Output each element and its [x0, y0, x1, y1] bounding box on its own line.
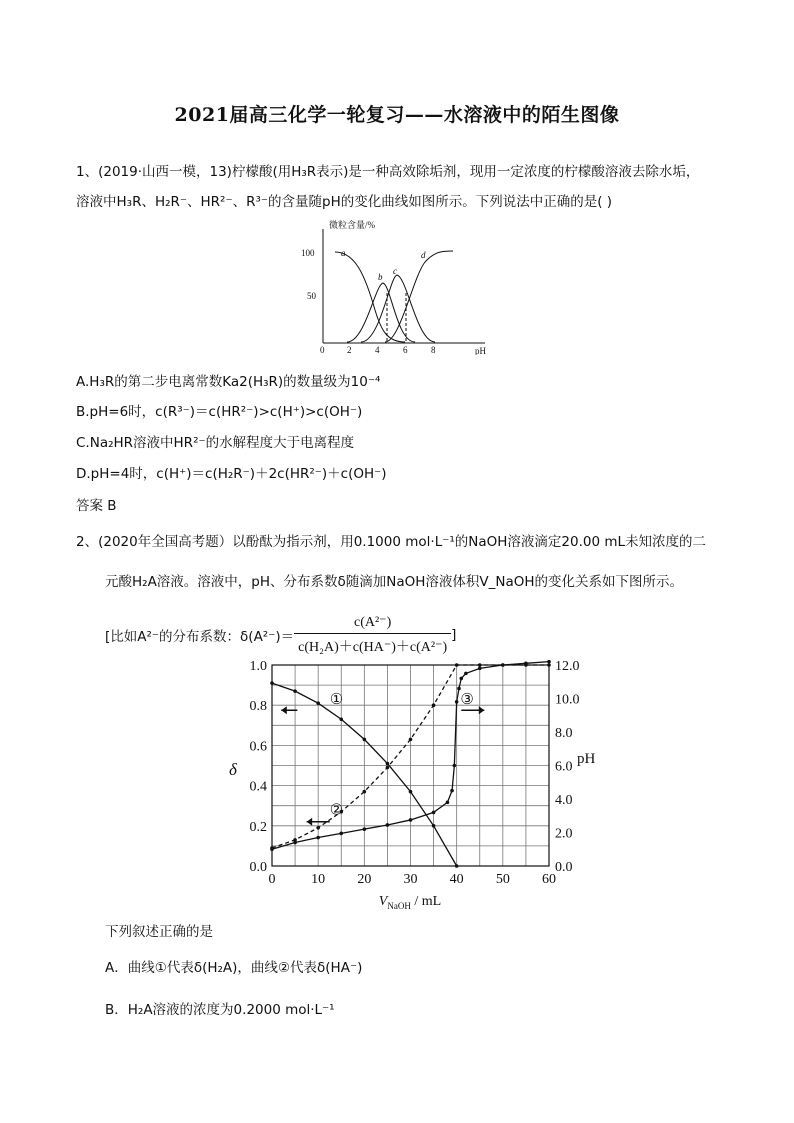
q2-formula-fraction — [294, 614, 451, 656]
annotation-1: ① — [329, 692, 344, 709]
q1-figure — [295, 215, 495, 355]
q1-ytick-100: 100 — [301, 248, 315, 258]
data-point — [501, 663, 505, 667]
data-point — [339, 717, 343, 721]
q1-curve-b — [347, 283, 415, 342]
data-point — [386, 823, 390, 827]
q1-answer: 答案 B — [76, 498, 117, 514]
data-point — [363, 827, 367, 831]
x-axis-label: $V_{NaOH}$ / mL — [378, 894, 442, 911]
data-point — [457, 687, 461, 691]
q1-option-d: D.pH=4时，c(H⁺)＝c(H₂R⁻)＋2c(HR²⁻)＋c(OH⁻) — [76, 466, 387, 482]
q1-curve-d — [385, 251, 453, 342]
q1-option-c: C.Na₂HR溶液中HR²⁻的水解程度大于电离程度 — [76, 435, 355, 451]
arrow-2-head — [307, 818, 313, 826]
q2-formula — [105, 614, 456, 656]
q1-stem-line2: 溶液中H₃R、H₂R⁻、HR²⁻、R³⁻的含量随pH的变化曲线如图所示。下列说法中正确的是( ) — [76, 194, 613, 210]
q1-curve-label-a: a — [341, 248, 346, 258]
data-point — [478, 667, 482, 671]
y-left-tick-label: 1.0 — [249, 659, 267, 674]
data-point — [386, 766, 390, 770]
y-left-tick-label: 0.8 — [249, 699, 267, 715]
x-tick-label: 0 — [268, 872, 276, 887]
q1-stem-line1: 1、(2019·山西一模，13)柠檬酸(用H₃R表示)是一种高效除垢剂，现用一定浓度的柠檬酸溶液去除水垢， — [76, 164, 700, 180]
x-tick-label: 30 — [403, 872, 418, 887]
q1-xlabel: pH — [475, 346, 486, 355]
y-right-tick-label: 0.0 — [555, 860, 573, 875]
q2-option-b: B．H₂A溶液的浓度为0.2000 mol·L⁻¹ — [105, 1002, 335, 1018]
q1-ylabel: 微粒含量/% — [329, 220, 375, 230]
data-point — [478, 663, 482, 667]
x-tick-label: 10 — [311, 872, 326, 887]
data-point — [432, 824, 436, 828]
data-point — [316, 826, 320, 830]
data-point — [464, 672, 468, 676]
q1-xtick-2: 2 — [347, 345, 352, 355]
data-point — [459, 677, 463, 681]
data-point — [409, 790, 413, 794]
data-point — [293, 841, 297, 845]
data-point — [455, 663, 459, 667]
x-tick-label: 60 — [542, 872, 556, 887]
q1-curve-label-c: c — [393, 266, 397, 276]
page-title: 2021届高三化学一轮复习——水溶液中的陌生图像 — [174, 104, 620, 126]
y-right-tick-label: 4.0 — [555, 793, 573, 808]
y-right-tick-label: 12.0 — [555, 659, 580, 674]
data-point — [270, 847, 274, 851]
x-tick-label: 40 — [449, 872, 464, 887]
q2-formula-prefix: [比如A²⁻的分布系数：δ(A²⁻)＝ — [105, 629, 295, 645]
q1-xtick-6: 6 — [403, 345, 408, 355]
annotation-2: ② — [329, 802, 344, 819]
data-point — [386, 762, 390, 766]
data-point — [446, 801, 450, 805]
q1-curve-label-d: d — [421, 250, 426, 260]
y-right-tick-label: 6.0 — [555, 759, 573, 775]
data-point — [453, 764, 457, 768]
y-right-axis-label: pH — [577, 751, 596, 767]
data-point — [524, 662, 528, 666]
arrow-1-head — [281, 706, 287, 714]
annotation-3: ③ — [460, 692, 474, 709]
data-point — [316, 836, 320, 840]
data-point — [409, 818, 413, 822]
y-left-tick-label: 0.2 — [249, 819, 267, 835]
data-point — [363, 738, 367, 742]
data-point — [409, 738, 413, 742]
q1-curve-label-b: b — [378, 272, 383, 282]
y-left-axis-label: δ — [229, 760, 237, 779]
data-point — [547, 663, 551, 667]
q2-stem-line2: 元酸H₂A溶液。溶液中，pH、分布系数δ随滴加NaOH溶液体积V_NaOH的变化关系如下图所示。 — [105, 574, 684, 590]
q2-option-intro: 下列叙述正确的是 — [105, 924, 213, 940]
y-right-tick-label: 8.0 — [555, 726, 573, 741]
y-left-tick-label: 0.4 — [249, 779, 267, 795]
data-point — [363, 790, 367, 794]
data-point — [450, 789, 454, 793]
y-right-tick-label: 2.0 — [555, 826, 573, 842]
q1-option-a: A.H₃R的第二步电离常数Ka2(H₃R)的数量级为10⁻⁴ — [76, 374, 381, 390]
q2-formula-numerator: c(A²⁻) — [354, 615, 392, 630]
data-point — [293, 689, 297, 693]
q1-xtick-0: 0 — [320, 345, 325, 355]
q1-option-b: B.pH=6时，c(R³⁻)＝c(HR²⁻)>c(H⁺)>c(OH⁻) — [76, 404, 363, 420]
arrow-3-head — [479, 706, 485, 714]
data-point — [270, 681, 274, 685]
q2-option-a: A．曲线①代表δ(H₂A)，曲线②代表δ(HA⁻) — [105, 960, 363, 976]
q2-formula-suffix: ] — [451, 627, 457, 643]
data-point — [547, 660, 551, 664]
data-point — [455, 700, 459, 704]
data-point — [432, 811, 436, 815]
y-left-tick-label: 0.6 — [249, 739, 267, 755]
q1-ytick-50: 50 — [307, 291, 316, 301]
q1-curve-c — [361, 275, 435, 342]
y-right-tick-label: 10.0 — [555, 692, 580, 708]
data-point — [339, 832, 343, 836]
q1-xtick-4: 4 — [375, 345, 380, 355]
y-left-tick-label: 0.0 — [249, 860, 267, 875]
data-point — [316, 701, 320, 705]
q2-formula-denominator: c(H₂A)＋c(HA⁻)＋c(A²⁻) — [294, 633, 451, 656]
data-point — [455, 864, 459, 868]
q1-xtick-8: 8 — [431, 345, 436, 355]
data-point — [432, 703, 436, 707]
x-tick-label: 20 — [357, 872, 372, 887]
q2-chart — [225, 655, 605, 915]
x-tick-label: 50 — [495, 872, 510, 887]
q2-stem-line1: 2、(2020年全国高考题）以酚酞为指示剂，用0.1000 mol·L⁻¹的NaOH溶液滴定20.00 mL未知浓度的二 — [76, 534, 707, 550]
